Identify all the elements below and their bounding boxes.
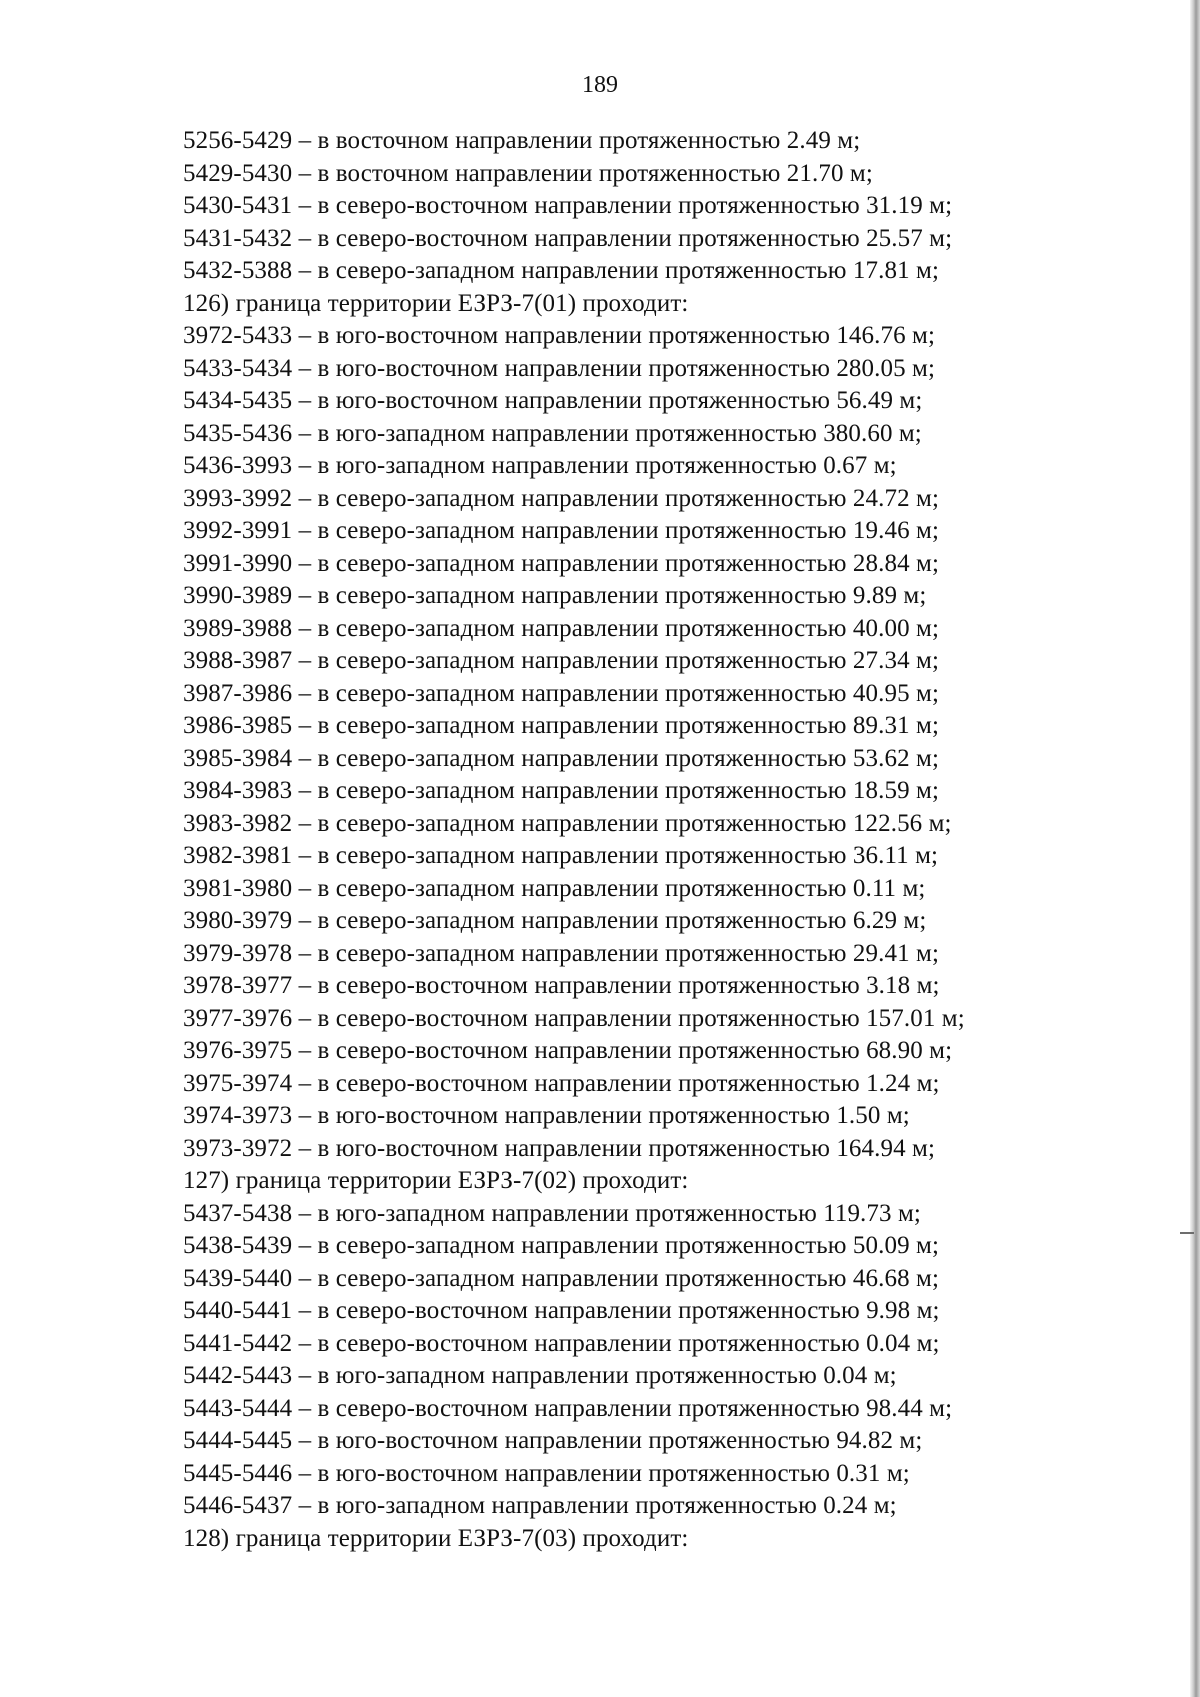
text-line: 127) граница территории ЕЗРЗ-7(02) проходит:	[183, 1167, 689, 1194]
text-line: 3992-3991 – в северо-западном направлении протяженностью 19.46 м;	[183, 517, 939, 544]
text-line: 3973-3972 – в юго-восточном направлении протяженностью 164.94 м;	[183, 1134, 935, 1162]
scan-edge-mark	[1180, 1232, 1194, 1234]
text-line: 5438-5439 – в северо-западном направлении протяженностью 50.09 м;	[183, 1232, 939, 1259]
text-line: 3985-3984 – в северо-западном направлении протяженностью 53.62 м;	[183, 744, 939, 772]
text-line: 3972-5433 – в юго-восточном направлении протяженностью 146.76 м;	[183, 322, 935, 349]
scan-edge-shadow	[1190, 0, 1200, 1697]
text-line: 3981-3980 – в северо-западном направлении протяженностью 0.11 м;	[183, 874, 926, 902]
text-line: 3983-3982 – в северо-западном направлении протяженностью 122.56 м;	[183, 809, 952, 837]
text-line: 5443-5444 – в северо-восточном направлении протяженностью 98.44 м;	[183, 1394, 953, 1422]
text-line: 3987-3986 – в северо-западном направлении протяженностью 40.95 м;	[183, 679, 939, 707]
text-line: 128) граница территории ЕЗРЗ-7(03) проходит:	[183, 1524, 689, 1552]
text-line: 5444-5445 – в юго-восточном направлении протяженностью 94.82 м;	[183, 1427, 923, 1454]
text-line: 3988-3987 – в северо-западном направлении протяженностью 27.34 м;	[183, 647, 939, 674]
document-body	[183, 125, 1103, 1555]
text-line: 5256-5429 – в восточном направлении протяженностью 2.49 м;	[183, 127, 861, 154]
text-line: 3989-3988 – в северо-западном направлении протяженностью 40.00 м;	[183, 614, 939, 642]
text-line: 3991-3990 – в северо-западном направлении протяженностью 28.84 м;	[183, 549, 939, 577]
text-line: 5432-5388 – в северо-западном направлении протяженностью 17.81 м;	[183, 257, 939, 284]
text-line: 5439-5440 – в северо-западном направлении протяженностью 46.68 м;	[183, 1264, 939, 1292]
text-line: 3978-3977 – в северо-восточном направлении протяженностью 3.18 м;	[183, 972, 940, 999]
text-line: 3976-3975 – в северо-восточном направлении протяженностью 68.90 м;	[183, 1037, 953, 1064]
text-line: 3982-3981 – в северо-западном направлении протяженностью 36.11 м;	[183, 842, 939, 869]
page-number: 189	[582, 72, 618, 98]
text-line: 3974-3973 – в юго-восточном направлении протяженностью 1.50 м;	[183, 1102, 910, 1129]
text-line: 5446-5437 – в юго-западном направлении протяженностью 0.24 м;	[183, 1492, 897, 1519]
text-line: 5435-5436 – в юго-западном направлении протяженностью 380.60 м;	[183, 419, 922, 447]
text-line: 126) граница территории ЕЗРЗ-7(01) проходит:	[183, 289, 689, 317]
text-line: 5430-5431 – в северо-восточном направлении протяженностью 31.19 м;	[183, 192, 953, 219]
text-line: 5437-5438 – в юго-западном направлении протяженностью 119.73 м;	[183, 1199, 921, 1227]
text-line: 5436-3993 – в юго-западном направлении протяженностью 0.67 м;	[183, 452, 897, 479]
text-line: 5445-5446 – в юго-восточном направлении протяженностью 0.31 м;	[183, 1459, 910, 1487]
text-line: 5441-5442 – в северо-восточном направлении протяженностью 0.04 м;	[183, 1329, 940, 1357]
text-line: 5433-5434 – в юго-восточном направлении протяженностью 280.05 м;	[183, 354, 935, 382]
text-line: 3975-3974 – в северо-восточном направлении протяженностью 1.24 м;	[183, 1069, 940, 1097]
text-line: 3977-3976 – в северо-восточном направлении протяженностью 157.01 м;	[183, 1004, 965, 1032]
text-line: 5440-5441 – в северо-восточном направлении протяженностью 9.98 м;	[183, 1297, 940, 1324]
text-line: 5442-5443 – в юго-западном направлении протяженностью 0.04 м;	[183, 1362, 897, 1389]
text-line: 3979-3978 – в северо-западном направлении протяженностью 29.41 м;	[183, 939, 939, 967]
text-line: 5431-5432 – в северо-восточном направлении протяженностью 25.57 м;	[183, 224, 953, 252]
text-line: 3984-3983 – в северо-западном направлении протяженностью 18.59 м;	[183, 777, 939, 804]
text-line: 5429-5430 – в восточном направлении протяженностью 21.70 м;	[183, 159, 873, 187]
text-line: 3993-3992 – в северо-западном направлении протяженностью 24.72 м;	[183, 484, 939, 512]
text-line: 3986-3985 – в северо-западном направлении протяженностью 89.31 м;	[183, 712, 939, 739]
text-line: 3980-3979 – в северо-западном направлении протяженностью 6.29 м;	[183, 907, 927, 934]
text-line: 3990-3989 – в северо-западном направлении протяженностью 9.89 м;	[183, 582, 927, 609]
text-line: 5434-5435 – в юго-восточном направлении протяженностью 56.49 м;	[183, 387, 923, 414]
